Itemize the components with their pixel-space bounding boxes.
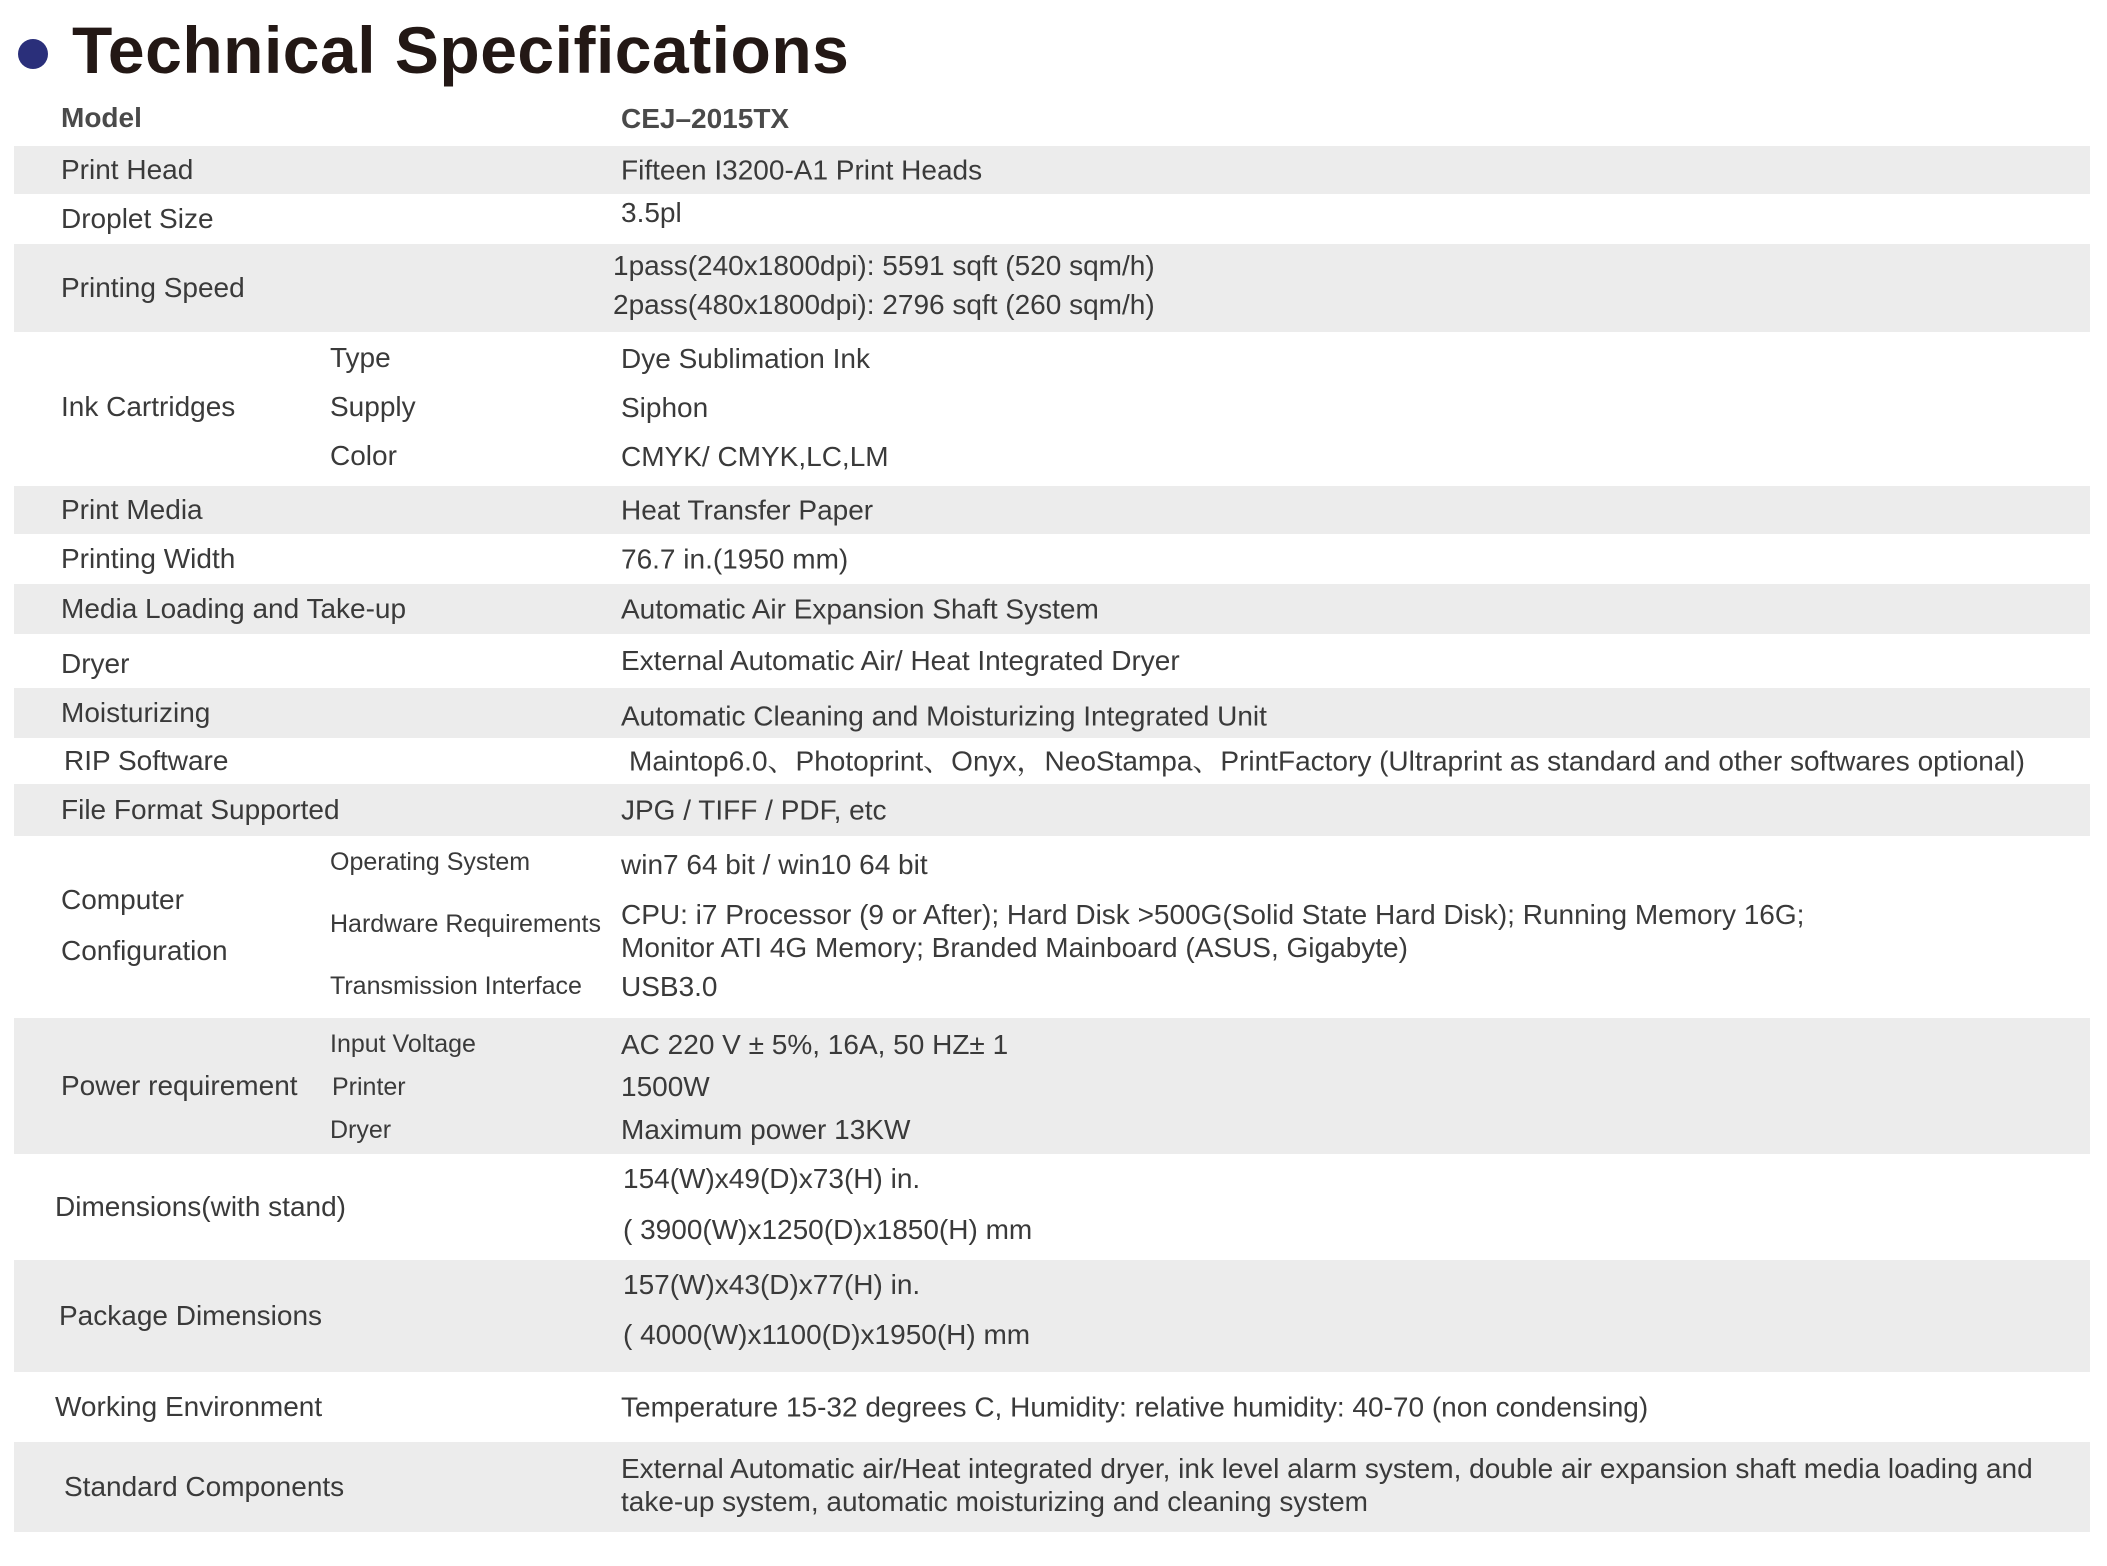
spec-label: Configuration xyxy=(61,935,228,966)
spec-label: Model xyxy=(61,102,142,133)
spec-label: Working Environment xyxy=(55,1391,323,1422)
spec-value-line: External Automatic air/Heat integrated dryer, ink level alarm system, double air expansion shaft media loading and xyxy=(621,1453,2033,1484)
spec-row-power xyxy=(14,1018,2090,1154)
spec-sublabel: Supply xyxy=(330,391,416,422)
spec-value: Dye Sublimation Ink xyxy=(621,343,871,374)
spec-row-rip-software xyxy=(14,738,2090,784)
spec-value-line: 154(W)x49(D)x73(H) in. xyxy=(623,1163,921,1194)
spec-value: Heat Transfer Paper xyxy=(621,494,874,526)
spec-value: Temperature 15-32 degrees C, Humidity: relative humidity: 40-70 (non condensing) xyxy=(621,1391,1649,1423)
spec-label: Media Loading and Take-up xyxy=(61,593,407,624)
spec-sublabel: Dryer xyxy=(330,1116,392,1144)
spec-label: Printing Speed xyxy=(61,272,245,303)
spec-label: Moisturizing xyxy=(61,697,211,728)
spec-sublabel: Type xyxy=(330,342,391,373)
spec-sublabel: Operating System xyxy=(330,848,531,876)
spec-value: Siphon xyxy=(621,392,709,423)
spec-label: Print Media xyxy=(61,494,203,525)
spec-sublabel: Hardware Requirements xyxy=(330,910,601,938)
spec-label: Dimensions(with stand) xyxy=(55,1191,346,1222)
spec-label: Computer xyxy=(61,884,184,915)
spec-value: Automatic Cleaning and Moisturizing Integrated Unit xyxy=(621,700,1267,731)
spec-value: External Automatic Air/ Heat Integrated Dryer xyxy=(621,645,1180,676)
spec-row-print-media xyxy=(14,486,2090,534)
spec-label: Print Head xyxy=(61,154,194,185)
spec-label: Dryer xyxy=(61,648,130,679)
spec-value: Maintop6.0、Photoprint、Onyx，NeoStampa、PrintFactory (Ultraprint as standard and other softwares optional) xyxy=(629,745,2025,777)
title-bullet-icon xyxy=(18,39,48,69)
spec-value: Automatic Air Expansion Shaft System xyxy=(621,593,1099,625)
spec-row-print-head xyxy=(14,146,2090,194)
spec-value: 76.7 in.(1950 mm) xyxy=(621,543,849,575)
spec-value: USB3.0 xyxy=(621,971,718,1002)
spec-row-computer xyxy=(14,836,2090,1014)
spec-value: win7 64 bit / win10 64 bit xyxy=(621,849,928,880)
spec-sublabel: Color xyxy=(330,440,397,471)
spec-sublabel: Transmission Interface xyxy=(330,972,582,1000)
spec-label: Ink Cartridges xyxy=(61,391,236,422)
spec-row-printing-width xyxy=(14,534,2090,584)
spec-label: Droplet Size xyxy=(61,203,214,234)
spec-row-dimensions xyxy=(14,1154,2090,1260)
spec-value: JPG / TIFF / PDF, etc xyxy=(621,794,887,826)
spec-row-printing-speed xyxy=(14,244,2090,332)
spec-value-line: take-up system, automatic moisturizing and cleaning system xyxy=(621,1486,1368,1517)
spec-label: Standard Components xyxy=(64,1471,345,1502)
spec-value-line: CPU: i7 Processor (9 or After); Hard Disk >500G(Solid State Hard Disk); Running Memory 16G; xyxy=(621,899,1805,930)
spec-row-droplet-size xyxy=(14,194,2090,244)
spec-value: 1500W xyxy=(621,1071,710,1102)
spec-value: 3.5pl xyxy=(621,197,682,228)
spec-value-line: 157(W)x43(D)x77(H) in. xyxy=(623,1269,921,1300)
spec-value-line: Monitor ATI 4G Memory; Branded Mainboard (ASUS, Gigabyte) xyxy=(621,932,1408,963)
spec-row-package-dimensions xyxy=(14,1260,2090,1372)
spec-value: Fifteen I3200-A1 Print Heads xyxy=(621,154,983,186)
spec-sublabel: Input Voltage xyxy=(330,1030,476,1058)
spec-row-moisturizing xyxy=(14,688,2090,738)
spec-value: CMYK/ CMYK,LC,LM xyxy=(621,441,889,472)
spec-sublabel: Printer xyxy=(332,1073,406,1101)
spec-row-standard-components xyxy=(14,1442,2090,1532)
spec-row-media-loading xyxy=(14,584,2090,634)
header xyxy=(18,10,849,90)
spec-value: Maximum power 13KW xyxy=(621,1114,911,1145)
spec-value-line: 2pass(480x1800dpi): 2796 sqft (260 sqm/h) xyxy=(613,289,1155,320)
spec-value: CEJ–2015TX xyxy=(621,103,790,134)
spec-label: Package Dimensions xyxy=(59,1300,323,1331)
spec-row-working-environment xyxy=(14,1372,2090,1442)
spec-label: File Format Supported xyxy=(61,794,340,825)
spec-label: RIP Software xyxy=(64,745,229,776)
spec-value: AC 220 V ± 5%, 16A, 50 HZ± 1 xyxy=(621,1029,1009,1060)
spec-row-model xyxy=(14,96,2090,142)
spec-row-ink-cartridges xyxy=(14,332,2090,482)
spec-value-line: ( 4000(W)x1100(D)x1950(H) mm xyxy=(623,1319,1031,1350)
spec-row-file-format xyxy=(14,784,2090,836)
spec-row-dryer xyxy=(14,634,2090,688)
spec-label: Power requirement xyxy=(61,1070,298,1101)
spec-value-line: 1pass(240x1800dpi): 5591 sqft (520 sqm/h) xyxy=(613,250,1155,281)
page-title: Technical Specifications xyxy=(72,13,850,87)
spec-value-line: ( 3900(W)x1250(D)x1850(H) mm xyxy=(623,1214,1033,1245)
spec-label: Printing Width xyxy=(61,543,236,574)
